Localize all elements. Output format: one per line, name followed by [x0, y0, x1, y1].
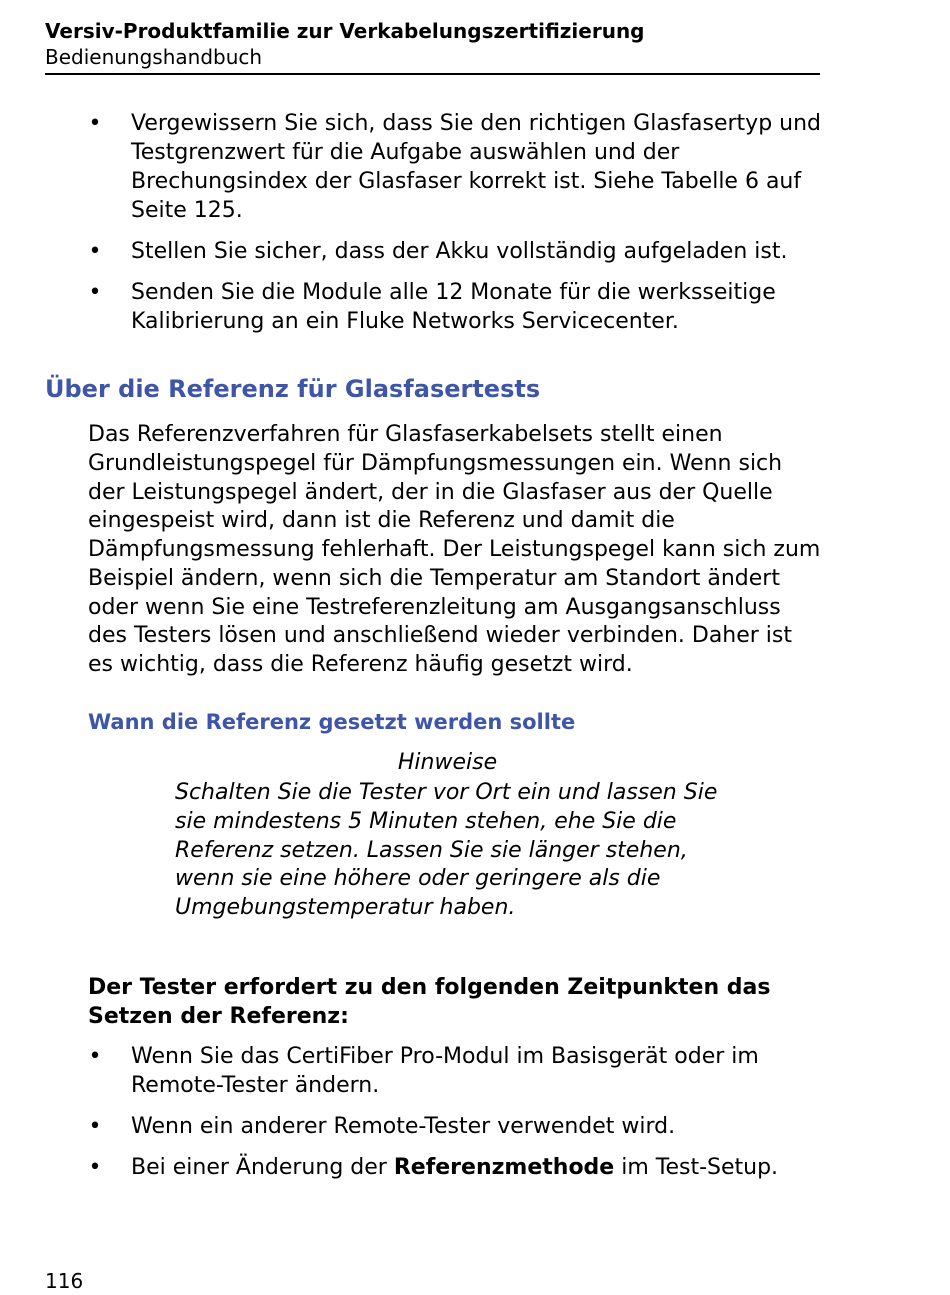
list-item-text-prefix: Bei einer Änderung der [131, 1155, 394, 1180]
list-item [88, 109, 823, 225]
reference-triggers-list [88, 1042, 823, 1194]
note-title: Hinweise [397, 750, 498, 775]
note-text: Schalten Sie die Tester vor Ort ein und lassen Sie sie mindestens 5 Minuten stehen, ehe Sie die Referenz setzen. Lassen Sie sie länger stehen, wenn sie eine höhere oder geringere als die Umgebungstemperatur haben. [175, 780, 718, 920]
prerequisites-list [88, 109, 823, 348]
requirements-intro: Der Tester erfordert zu den folgenden Zeitpunkten das Setzen der Referenz: [88, 975, 771, 1029]
list-item [88, 1042, 823, 1100]
list-item-text [131, 1155, 778, 1180]
list-item-text-suffix: im Test-Setup. [614, 1155, 779, 1180]
bullet-icon: • [88, 280, 102, 305]
page-header [45, 18, 820, 70]
section-heading: Über die Referenz für Glasfasertests [45, 375, 541, 403]
list-item [88, 278, 823, 336]
list-item [88, 1112, 823, 1141]
bullet-icon: • [88, 1114, 102, 1139]
page-number: 116 [45, 1269, 84, 1293]
list-item [88, 237, 823, 266]
bullet-icon: • [88, 111, 102, 136]
list-item-text: Wenn ein anderer Remote-Tester verwendet wird. [131, 1114, 676, 1139]
header-title: Versiv-Produktfamilie zur Verkabelungszertifizierung [45, 19, 645, 43]
section-paragraph: Das Referenzverfahren für Glasfaserkabelsets stellt einen Grundleistungspegel für Dämpfungsmessungen ein. Wenn sich der Leistungspegel ändert, der in die Glasfaser aus der Quelle eingespeist wird, dann ist die Referenz und damit die Dämpfungsmessung fehlerhaft. Der Leistungspegel kann sich zum Beispiel ändern, wenn sich die Temperatur am Standort ändert oder wenn Sie eine Testreferenzleitung am Ausgangsanschluss des Testers lösen und anschließend wieder verbinden. Daher ist es wichtig, dass die Referenz häufig gesetzt wird. [88, 422, 821, 677]
reference-method-term: Referenzmethode [393, 1155, 615, 1180]
subsection-heading: Wann die Referenz gesetzt werden sollte [88, 710, 576, 734]
bullet-icon: • [88, 1155, 102, 1180]
header-divider [45, 73, 820, 75]
list-item-text: Stellen Sie sicher, dass der Akku vollständig aufgeladen ist. [131, 239, 788, 264]
header-subtitle: Bedienungshandbuch [45, 45, 263, 69]
list-item [88, 1153, 823, 1182]
list-item-text: Senden Sie die Module alle 12 Monate für die werksseitige Kalibrierung an ein Fluke Networks Servicecenter. [131, 280, 776, 334]
list-item-text: Vergewissern Sie sich, dass Sie den richtigen Glasfasertyp und Testgrenzwert für die Aufgabe auswählen und der Brechungsindex der Glasfaser korrekt ist. Siehe Tabelle 6 auf Seite 125. [131, 111, 822, 223]
bullet-icon: • [88, 1044, 102, 1069]
bullet-icon: • [88, 239, 102, 264]
list-item-text: Wenn Sie das CertiFiber Pro-Modul im Basisgerät oder im Remote-Tester ändern. [131, 1044, 759, 1098]
